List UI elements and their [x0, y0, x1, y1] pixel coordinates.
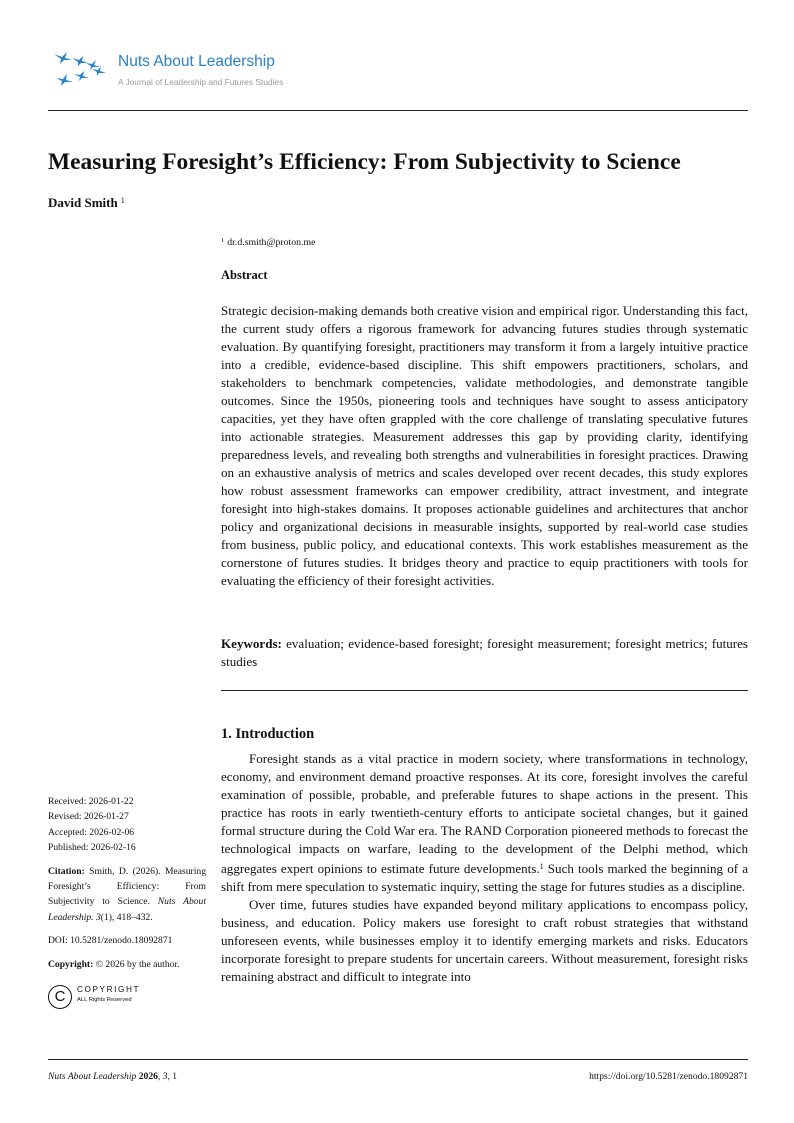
copyright-badge-sub: ALL Rights Reserved — [77, 997, 132, 1003]
received-date: Received: 2026-01-22 — [48, 796, 134, 807]
affiliation — [221, 237, 315, 248]
author-email: dr.d.smith@proton.me — [227, 237, 316, 248]
author-affiliation-mark: 1 — [120, 196, 125, 205]
intro-paragraph-2: Over time, futures studies have expanded beyond military applications to encompass policy, business, and education. Policy makers use foresight to craft robust strategies that withstand unforeseen events, while businesses employ it to identify emerging markets and risks. Educators incorporate foresight to prepare students for uncertain careers. Without measurement, foresight risks remaining abstract and difficult to integrate into — [221, 897, 748, 984]
accepted-date: Accepted: 2026-02-06 — [48, 826, 135, 838]
citation-text: Smith, D. (2026). Measuring Foresight’s Efficiency: From Subjectivity to Science. — [48, 865, 206, 908]
citation-label: Citation: — [48, 865, 85, 877]
header-divider — [48, 110, 748, 111]
copyright-badge — [48, 985, 168, 1011]
footer-citation: Nuts About Leadership 2026, 3, 1 — [48, 1071, 178, 1082]
publication-dates — [48, 794, 206, 856]
journal-name: Nuts About Leadership — [118, 53, 275, 70]
copyright-icon: C — [48, 985, 72, 1009]
footer-volume: 3 — [162, 1071, 168, 1082]
author-line — [48, 195, 125, 211]
citation-journal: Nuts About Leadership. 3 — [48, 896, 206, 923]
article-info-sidebar — [48, 794, 206, 972]
published-date: Published: 2026-02-16 — [48, 842, 136, 854]
intro-paragraph-1-text-continued: Such tools marked the beginning of a shift from mere speculation to systematic inquiry, setting the stage for futures studies as a discipline. — [221, 861, 748, 894]
section-heading: 1. Introduction — [221, 726, 315, 742]
doi: DOI: 10.5281/zenodo.18092871 — [48, 935, 173, 947]
keywords-label: Keywords: — [221, 636, 282, 651]
article-title: Measuring Foresight’s Efficiency: From Subjectivity to Science — [48, 149, 681, 175]
footer-page: , 1 — [167, 1071, 178, 1082]
intro-paragraph-1-text: Foresight stands as a vital practice in modern society, where transformations in technology, economy, and environment demand proactive responses. At its core, foresight involves the careful examination of possible, probable, and preferable futures to shape actions in the present. This practice has roots in early twentieth-century efforts to anticipate societal changes, but it gained formal structure during the Cold War era. The RAND Corporation pioneered methods to forecast the technological impacts on warfare, leading to the development of the Delphi method, which aggregates expert opinions to estimate future developments. — [221, 751, 748, 876]
author-name: David Smith — [48, 195, 118, 210]
intro-paragraph-1 — [221, 750, 748, 896]
abstract-text: Strategic decision-making demands both creative vision and empirical rigor. Understanding this fact, the current study offers a rigorous framework for advancing futures studies through systematic evaluation. By quantifying foresight, practitioners may transform it from a largely intuitive practice into a credible, evidence-based discipline. This shift empowers practitioners, scholars, and stakeholders to benchmark competencies, validate methodologies, and demonstrate tangible outcomes. Since the 1950s, pioneering tools and techniques have sought to assess anticipatory capacities, yet they have often grappled with the core challenge of translating speculative futures into actionable strategies. Measurement addresses this gap by providing clarity, identifying preparedness levels, and revealing both strengths and vulnerabilities in foresight practices. Drawing on an exhaustive analysis of metrics and scales developed over recent decades, this study explores how robust assessment frameworks can empower credibility, attract investment, and integrate foresight into high-stakes domains. It proposes actionable guidelines and architectures that anchor policy and organizational decisions in measurable insights, supported by real-world case studies from business, public policy, and educational contexts. This work establishes measurement as the cornerstone of futures studies. It bridges theory and practice to equip practitioners with tools for evaluating the efficiency of their foresight activities. — [221, 303, 748, 588]
footer-journal: Nuts About Leadership — [48, 1071, 137, 1082]
footer-year: 2026 — [138, 1071, 158, 1082]
keywords-list: evaluation; evidence-based foresight; foresight measurement; foresight metrics; futures studies — [221, 636, 749, 669]
abstract-divider — [221, 690, 748, 691]
journal-subtitle: A Journal of Leadership and Futures Studies — [118, 77, 284, 87]
reference-mark: 1 — [539, 862, 544, 871]
copyright-badge-word: COPYRIGHT — [77, 985, 141, 994]
citation — [48, 864, 206, 926]
keywords — [221, 635, 748, 671]
footer-divider — [48, 1059, 748, 1060]
flying-birds-logo-icon — [52, 48, 122, 90]
copyright-label: Copyright: — [48, 958, 94, 970]
citation-pages: (1), 418–432. — [100, 911, 153, 923]
revised-date: Revised: 2026-01-27 — [48, 811, 129, 823]
copyright-text: © 2026 by the author. — [95, 958, 180, 970]
footer-doi-link[interactable]: https://doi.org/10.5281/zenodo.18092871 — [589, 1071, 748, 1082]
affiliation-mark: 1 — [221, 237, 225, 244]
copyright-line — [48, 957, 206, 972]
introduction-body — [221, 750, 748, 986]
abstract-heading: Abstract — [221, 268, 268, 282]
